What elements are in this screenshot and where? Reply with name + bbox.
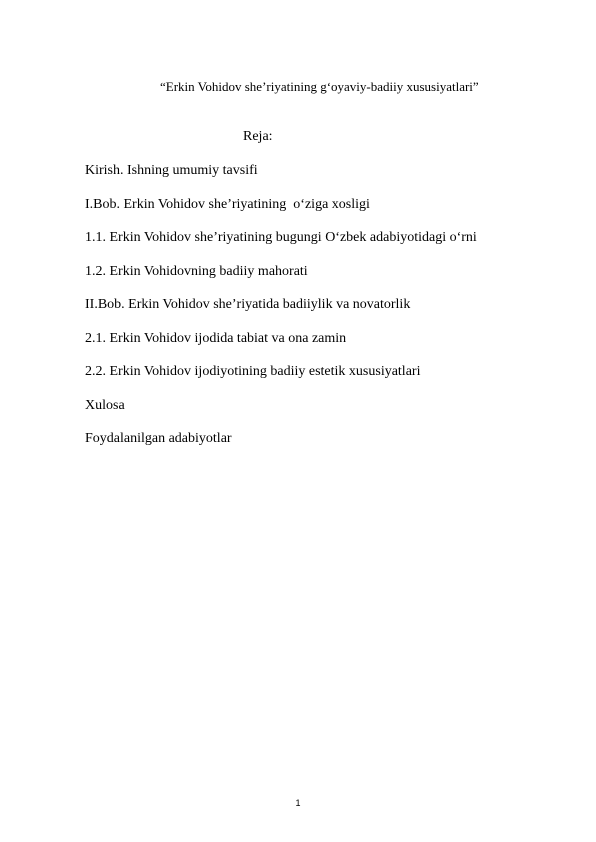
toc-item-section-1-2: 1.2. Erkin Vohidovning badiiy mahorati [85, 263, 308, 279]
document-title: “Erkin Vohidov she’riyatining g‘oyaviy-badiiy xususiyatlari” [160, 79, 479, 94]
toc-item-introduction: Kirish. Ishning umumiy tavsifi [85, 163, 258, 178]
toc-item-references: Foydalanilgan adabiyotlar [85, 431, 232, 446]
toc-item-conclusion: Xulosa [85, 397, 125, 413]
page-number: 1 [295, 798, 301, 808]
table-of-contents [85, 163, 477, 465]
toc-item-section-2-2: 2.2. Erkin Vohidov ijodiyotining badiiy estetik xususiyatlari [85, 364, 421, 379]
toc-item-section-1-1: 1.1. Erkin Vohidov she’riyatining bugungi O‘zbek adabiyotidagi o‘rni [85, 230, 477, 245]
toc-item-chapter-1: I.Bob. Erkin Vohidov she’riyatining o‘ziga xosligi [85, 196, 370, 212]
toc-item-chapter-2: II.Bob. Erkin Vohidov she’riyatida badiiylik va novatorlik [85, 297, 411, 312]
toc-item-section-2-1: 2.1. Erkin Vohidov ijodida tabiat va ona zamin [85, 330, 347, 346]
plan-heading: Reja: [243, 129, 273, 144]
